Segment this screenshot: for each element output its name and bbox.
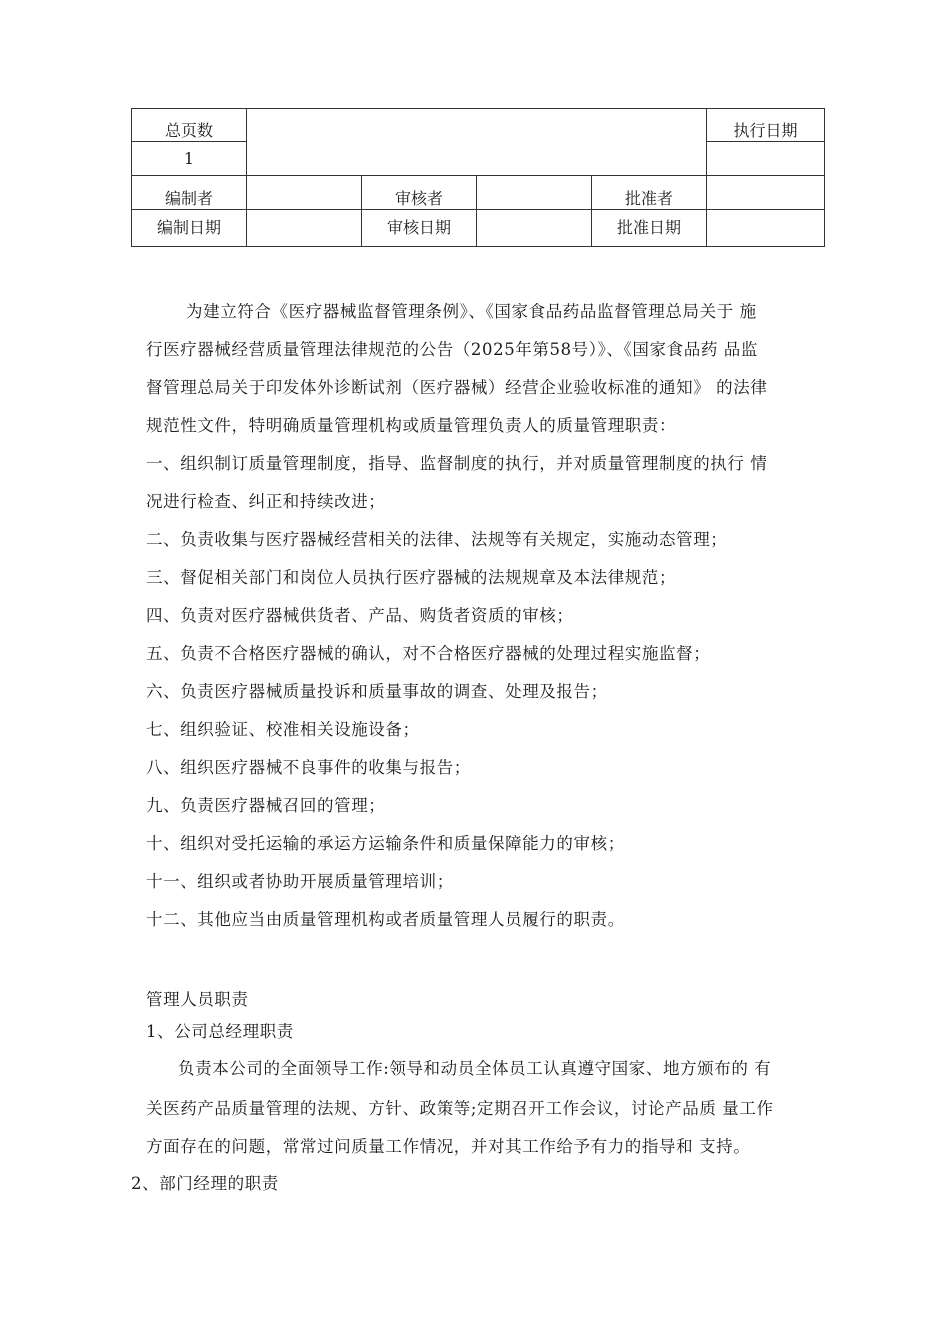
author-date-value bbox=[247, 210, 362, 247]
gm-line: 方面存在的问题，常常过问质量工作情况，并对其工作给予有力的指导和 支持。 bbox=[146, 1137, 751, 1156]
gm-line: 关医药产品质量管理的法规、方针、政策等;定期召开工作会议，讨论产品质 量工作 bbox=[146, 1099, 774, 1118]
author-value bbox=[247, 176, 362, 210]
author-label: 编制者 bbox=[132, 176, 247, 210]
dept-heading: 2、部门经理的职责 bbox=[131, 1174, 279, 1193]
reviewer-value bbox=[477, 176, 592, 210]
reviewer-label: 审核者 bbox=[362, 176, 477, 210]
document-title-cell bbox=[247, 109, 707, 176]
duty-item: 八、组织医疗器械不良事件的收集与报告； bbox=[146, 758, 471, 777]
approve-date-value bbox=[707, 210, 825, 247]
section-title: 管理人员职责 bbox=[146, 990, 249, 1009]
approver-value bbox=[707, 176, 825, 210]
review-date-label: 审核日期 bbox=[362, 210, 477, 247]
duty-item: 一、组织制订质量管理制度，指导、监督制度的执行，并对质量管理制度的执行 情 bbox=[146, 454, 768, 473]
intro-line: 为建立符合《医疗器械监督管理条例》、《国家食品药品监督管理总局关于 施 bbox=[186, 302, 757, 321]
intro-line: 行医疗器械经营质量管理法律规范的公告（2025年第58号）》、《国家食品药 品监 bbox=[146, 340, 758, 359]
duty-item: 十一、组织或者协助开展质量管理培训； bbox=[146, 872, 454, 891]
author-date-label: 编制日期 bbox=[132, 210, 247, 247]
total-pages-label: 总页数 bbox=[132, 109, 247, 142]
exec-date-value bbox=[707, 142, 825, 176]
duty-item: 三、督促相关部门和岗位人员执行医疗器械的法规规章及本法律规范； bbox=[146, 568, 677, 587]
intro-line: 督管理总局关于印发体外诊断试剂（医疗器械）经营企业验收标准的通知》 的法律 bbox=[146, 378, 768, 397]
duty-item: 七、组织验证、校准相关设施设备； bbox=[146, 720, 420, 739]
gm-heading: 1、公司总经理职责 bbox=[146, 1022, 294, 1041]
intro-line: 规范性文件，特明确质量管理机构或质量管理负责人的质量管理职责： bbox=[146, 416, 677, 435]
duty-item: 二、负责收集与医疗器械经营相关的法律、法规等有关规定，实施动态管理； bbox=[146, 530, 728, 549]
approver-label: 批准者 bbox=[592, 176, 707, 210]
document-header-table bbox=[131, 108, 825, 247]
approve-date-label: 批准日期 bbox=[592, 210, 707, 247]
duty-item: 九、负责医疗器械召回的管理； bbox=[146, 796, 386, 815]
gm-line: 负责本公司的全面领导工作:领导和动员全体员工认真遵守国家、地方颁布的 有 bbox=[178, 1059, 772, 1078]
duty-item: 十、组织对受托运输的承运方运输条件和质量保障能力的审核； bbox=[146, 834, 625, 853]
duty-item: 六、负责医疗器械质量投诉和质量事故的调查、处理及报告； bbox=[146, 682, 608, 701]
duty-item: 况进行检查、纠正和持续改进； bbox=[146, 492, 386, 511]
duty-item: 十二、其他应当由质量管理机构或者质量管理人员履行的职责。 bbox=[146, 910, 625, 929]
duty-item: 四、负责对医疗器械供货者、产品、购货者资质的审核； bbox=[146, 606, 574, 625]
review-date-value bbox=[477, 210, 592, 247]
exec-date-label: 执行日期 bbox=[707, 109, 825, 142]
total-pages-value: 1 bbox=[132, 142, 247, 176]
duty-item: 五、负责不合格医疗器械的确认，对不合格医疗器械的处理过程实施监督； bbox=[146, 644, 711, 663]
